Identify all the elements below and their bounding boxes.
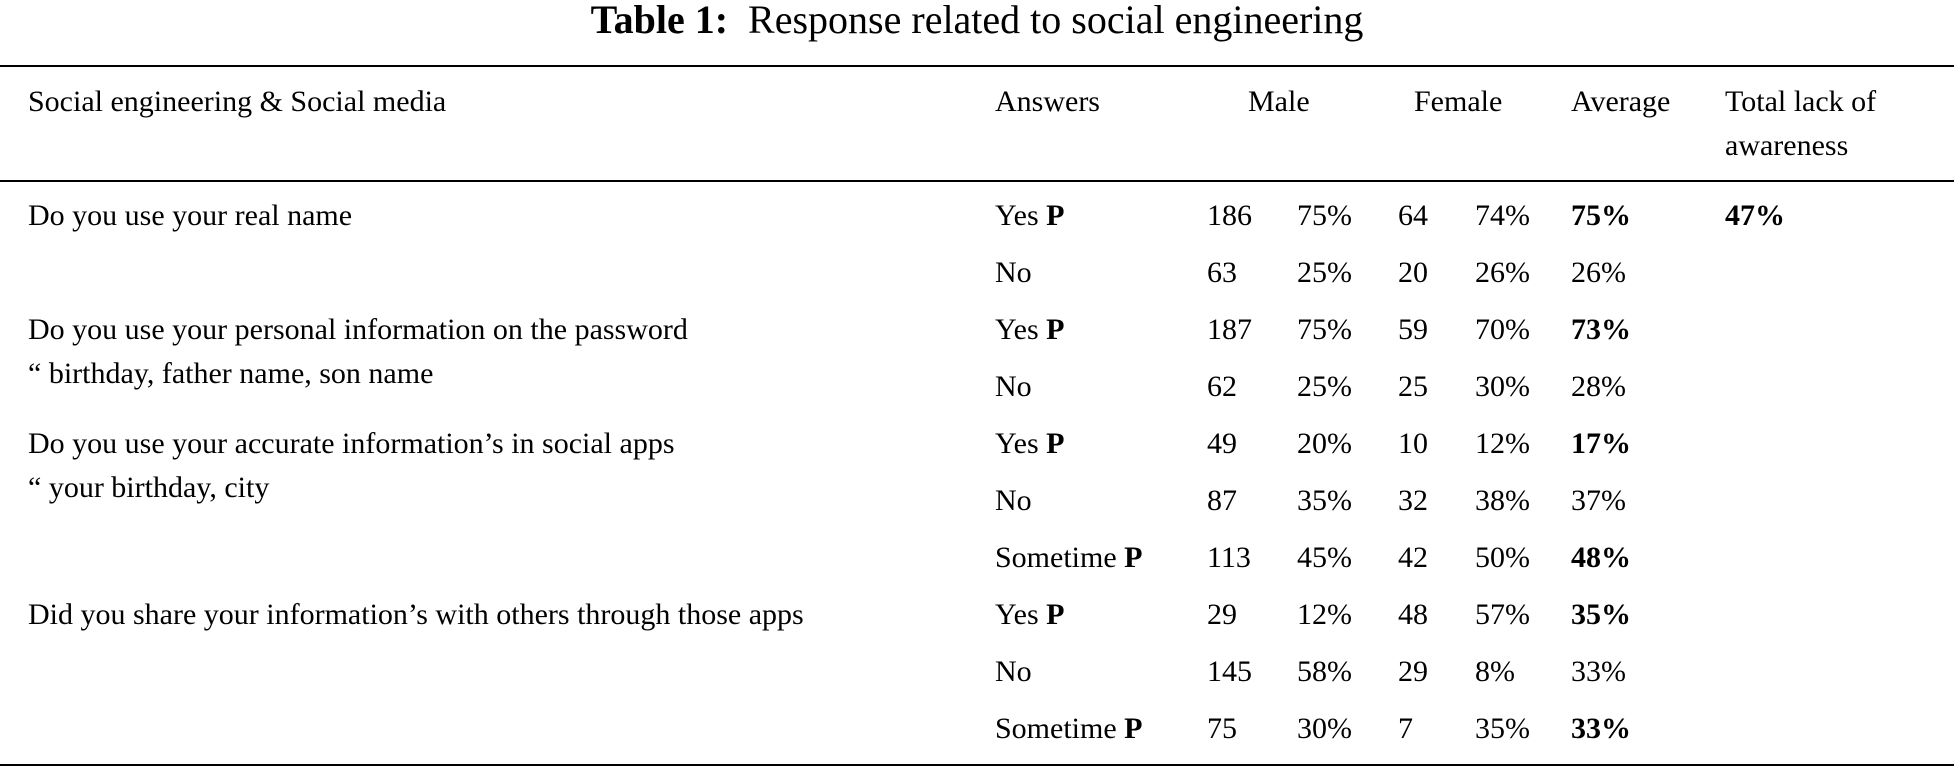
question-2-text: Do you use your personal information on the password xyxy=(28,313,688,346)
male-percent: 75% xyxy=(1297,199,1352,232)
answer-label xyxy=(995,593,1064,637)
answer-text: No xyxy=(995,655,1032,688)
male-percent: 25% xyxy=(1297,256,1352,289)
header-female: Female xyxy=(1414,85,1503,118)
answer-text: Yes xyxy=(995,427,1039,460)
female-count: 10 xyxy=(1398,427,1428,460)
caption-label: Table 1: xyxy=(590,0,729,42)
question-3-subtext: “ your birthday, city xyxy=(28,471,270,504)
female-percent: 35% xyxy=(1475,712,1530,745)
answer-label xyxy=(995,194,1064,238)
answer-text: Yes xyxy=(995,598,1039,631)
male-percent: 25% xyxy=(1297,370,1352,403)
question-2-subtext: “ birthday, father name, son name xyxy=(28,357,434,390)
table-bottom-rule xyxy=(0,764,1954,766)
answer-label xyxy=(995,251,1032,295)
male-percent: 58% xyxy=(1297,655,1352,688)
average-percent: 35% xyxy=(1571,598,1631,631)
female-count: 25 xyxy=(1398,370,1428,403)
female-percent: 50% xyxy=(1475,541,1530,574)
answer-text: Sometime xyxy=(995,712,1117,745)
answer-text: Sometime xyxy=(995,541,1117,574)
table-header-rule xyxy=(0,180,1954,182)
male-count: 145 xyxy=(1207,655,1252,688)
average-percent: 33% xyxy=(1571,712,1631,745)
female-percent: 12% xyxy=(1475,427,1530,460)
question-3-text: Do you use your accurate information’s in social apps xyxy=(28,427,675,460)
male-count: 63 xyxy=(1207,256,1237,289)
female-percent: 8% xyxy=(1475,655,1515,688)
male-count: 29 xyxy=(1207,598,1237,631)
average-percent: 28% xyxy=(1571,370,1626,403)
male-percent: 75% xyxy=(1297,313,1352,346)
average-percent: 33% xyxy=(1571,655,1626,688)
female-percent: 70% xyxy=(1475,313,1530,346)
female-count: 48 xyxy=(1398,598,1428,631)
answer-label xyxy=(995,422,1064,466)
positive-marker: P xyxy=(1046,313,1065,346)
positive-marker: P xyxy=(1124,541,1143,574)
question-1-text: Do you use your real name xyxy=(28,199,353,232)
female-count: 20 xyxy=(1398,256,1428,289)
male-count: 49 xyxy=(1207,427,1237,460)
answer-text: No xyxy=(995,370,1032,403)
male-count: 113 xyxy=(1207,541,1251,574)
female-count: 42 xyxy=(1398,541,1428,574)
male-percent: 12% xyxy=(1297,598,1352,631)
answer-label xyxy=(995,479,1032,523)
male-count: 62 xyxy=(1207,370,1237,403)
female-count: 29 xyxy=(1398,655,1428,688)
female-count: 32 xyxy=(1398,484,1428,517)
female-percent: 38% xyxy=(1475,484,1530,517)
positive-marker: P xyxy=(1046,199,1065,232)
caption-text: Response related to social engineering xyxy=(748,0,1364,42)
female-percent: 26% xyxy=(1475,256,1530,289)
average-percent: 73% xyxy=(1571,313,1631,346)
female-percent: 57% xyxy=(1475,598,1530,631)
male-count: 87 xyxy=(1207,484,1237,517)
average-percent: 48% xyxy=(1571,541,1631,574)
female-percent: 30% xyxy=(1475,370,1530,403)
female-percent: 74% xyxy=(1475,199,1530,232)
header-question: Social engineering & Social media xyxy=(28,85,447,118)
male-count: 187 xyxy=(1207,313,1252,346)
answer-text: Yes xyxy=(995,313,1039,346)
answer-label xyxy=(995,650,1032,694)
answer-label xyxy=(995,308,1064,352)
male-percent: 35% xyxy=(1297,484,1352,517)
female-count: 7 xyxy=(1398,712,1413,745)
female-count: 64 xyxy=(1398,199,1428,232)
male-percent: 30% xyxy=(1297,712,1352,745)
question-4-text: Did you share your information’s with others through those apps xyxy=(28,598,804,631)
male-percent: 45% xyxy=(1297,541,1352,574)
answer-text: No xyxy=(995,484,1032,517)
answer-text: Yes xyxy=(995,199,1039,232)
average-percent: 17% xyxy=(1571,427,1631,460)
positive-marker: P xyxy=(1046,598,1065,631)
header-answers: Answers xyxy=(995,85,1100,118)
answer-text: No xyxy=(995,256,1032,289)
table-top-rule xyxy=(0,65,1954,67)
header-total-lack-line1: Total lack of xyxy=(1725,85,1877,118)
header-male: Male xyxy=(1248,85,1310,118)
header-average: Average xyxy=(1571,85,1671,118)
male-count: 186 xyxy=(1207,199,1252,232)
total-lack-value: 47% xyxy=(1725,199,1785,232)
table-caption xyxy=(0,0,1954,44)
average-percent: 26% xyxy=(1571,256,1626,289)
male-count: 75 xyxy=(1207,712,1237,745)
female-count: 59 xyxy=(1398,313,1428,346)
answer-label xyxy=(995,707,1142,751)
male-percent: 20% xyxy=(1297,427,1352,460)
average-percent: 75% xyxy=(1571,199,1631,232)
answer-label xyxy=(995,365,1032,409)
header-total-lack-line2: awareness xyxy=(1725,129,1849,162)
average-percent: 37% xyxy=(1571,484,1626,517)
positive-marker: P xyxy=(1046,427,1065,460)
positive-marker: P xyxy=(1124,712,1143,745)
answer-label xyxy=(995,536,1142,580)
